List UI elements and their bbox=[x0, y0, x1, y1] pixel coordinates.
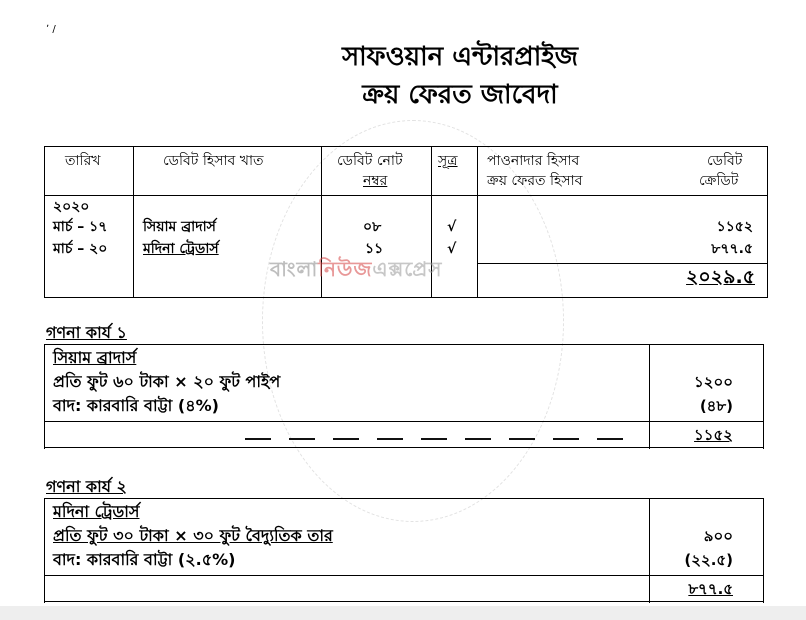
watermark: বাংলানিউজএক্সপ্রেস bbox=[270, 257, 443, 281]
row-ref-tick: √ bbox=[447, 219, 457, 235]
row-amount: ১১৫২ bbox=[716, 219, 753, 235]
header-account: ডেবিট হিসাব খাত bbox=[163, 153, 264, 169]
row-note: ০৮ bbox=[363, 219, 382, 235]
calc2-divider bbox=[45, 575, 763, 576]
row-ref-tick: √ bbox=[447, 241, 457, 257]
company-title: সাফওয়ান এন্টারপ্রাইজ bbox=[341, 42, 579, 72]
calc1-line2: বাদ: কারবারি বাট্টা (৪%) bbox=[53, 396, 219, 415]
calc2-bottom-line bbox=[45, 601, 763, 602]
calc1-line1-value: ১২০০ bbox=[694, 373, 733, 391]
calc1-result: ১১৫২ bbox=[694, 426, 733, 444]
total-line bbox=[477, 263, 767, 264]
header-debit-note-number: নম্বর bbox=[363, 173, 388, 189]
header-credit: ক্রেডিট bbox=[699, 173, 739, 189]
header-ref: সূত্র bbox=[438, 153, 458, 169]
header-debit-note: ডেবিট নোট bbox=[337, 153, 403, 169]
row-date: মার্চ – ১৭ bbox=[53, 219, 108, 235]
row-date: মার্চ – ২০ bbox=[53, 241, 108, 257]
calc1-title: গণনা কার্য ১ bbox=[46, 323, 127, 342]
calc2-line2-value: (২২.৫) bbox=[684, 551, 733, 569]
calc2-box bbox=[44, 498, 764, 603]
calc1-line1: প্রতি ফুট ৬০ টাকা × ২০ ফুট পাইপ bbox=[53, 372, 281, 391]
corner-mark: ʼ / bbox=[46, 24, 56, 35]
calc2-line2: বাদ: কারবারি বাট্টা (২.৫%) bbox=[53, 550, 236, 569]
calc1-bottom-line bbox=[45, 447, 763, 448]
calc1-dashes bbox=[245, 438, 625, 440]
calc2-result: ৮৭৭.৫ bbox=[688, 580, 733, 598]
calc-divider bbox=[649, 499, 650, 603]
calc-divider bbox=[649, 345, 650, 449]
header-debit: ডেবিট bbox=[707, 153, 743, 169]
year: ২০২০ bbox=[53, 199, 90, 215]
header-payable: পাওনাদার হিসাব bbox=[487, 153, 580, 169]
calc2-title: গণনা কার্য ২ bbox=[46, 477, 127, 496]
header-divider bbox=[45, 195, 767, 196]
journal-title: ক্রয় ফেরত জাবেদা bbox=[362, 80, 558, 110]
calc2-line1: প্রতি ফুট ৩০ টাকা × ৩০ ফুট বৈদ্যুতিক তার bbox=[53, 526, 333, 545]
calc1-line2-value: (৪৮) bbox=[699, 397, 733, 415]
row-amount: ৮৭৭.৫ bbox=[711, 241, 753, 257]
journal-total: ২০২৯.৫ bbox=[686, 266, 755, 288]
calc1-box bbox=[44, 344, 764, 449]
calc1-divider bbox=[45, 421, 763, 422]
row-note: ১১ bbox=[365, 241, 384, 257]
header-purchase-return: ক্রয় ফেরত হিসাব bbox=[487, 173, 583, 189]
footer-strip bbox=[0, 606, 806, 620]
calc2-line1-value: ৯০০ bbox=[703, 527, 733, 545]
calc1-party: সিয়াম ব্রাদার্স bbox=[53, 348, 137, 367]
col-divider bbox=[133, 147, 134, 297]
header-date: তারিখ bbox=[65, 153, 101, 169]
calc2-party: মদিনা ট্রেডার্স bbox=[53, 502, 140, 521]
row-account: সিয়াম ব্রাদার্স bbox=[143, 219, 216, 235]
col-divider bbox=[477, 147, 478, 297]
row-account: মদিনা ট্রেডার্স bbox=[143, 241, 219, 257]
